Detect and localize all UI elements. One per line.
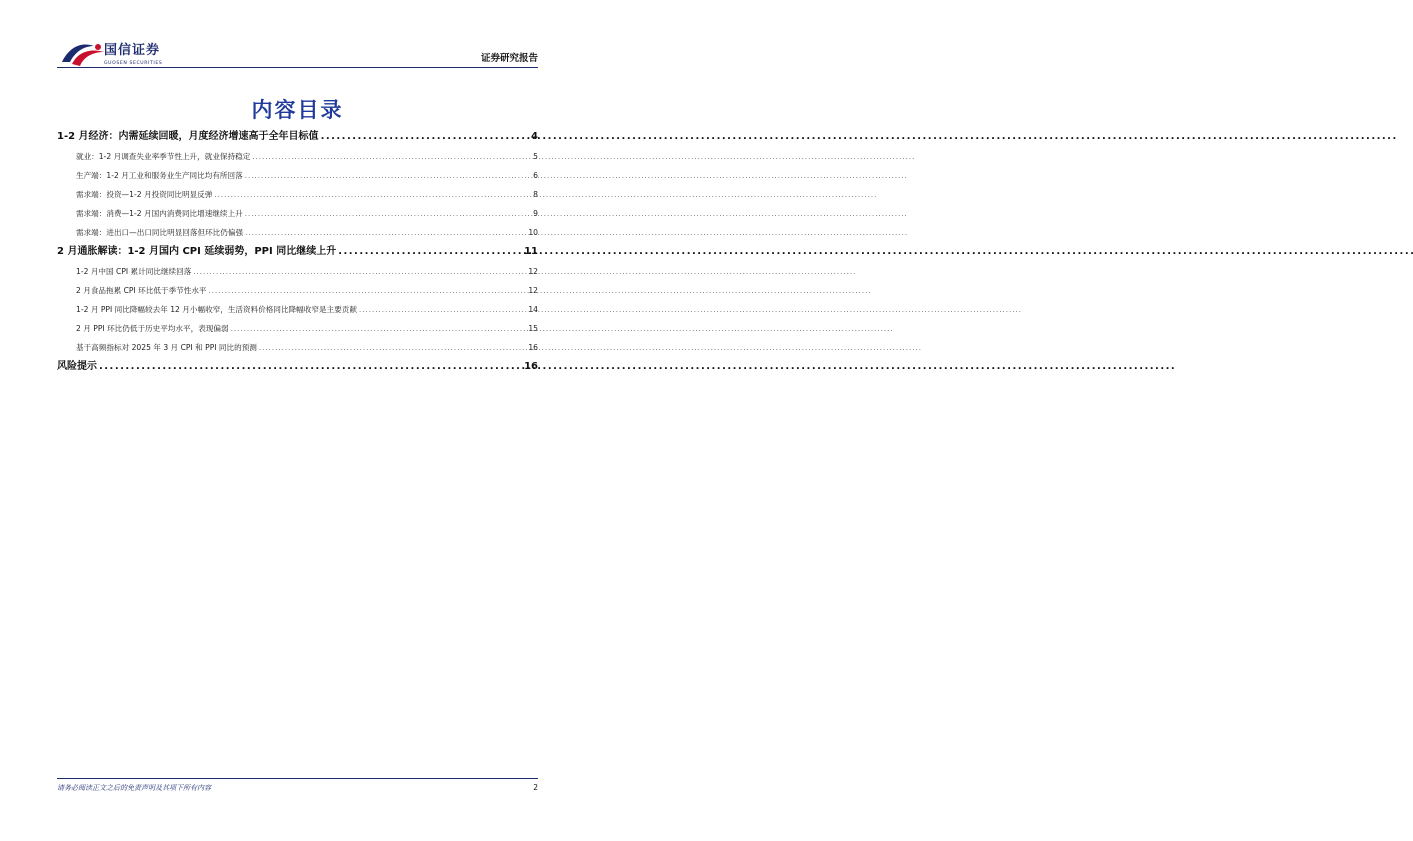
toc-leader-dots: [193, 263, 526, 282]
disclaimer-note: 请务必阅读正文之后的免责声明及其项下所有内容: [57, 784, 211, 792]
toc-leader-dots: [209, 282, 527, 301]
toc-entry-title: 2 月 PPI 环比仍低于历史平均水平，表现偏弱: [76, 324, 229, 333]
toc-entry-page: 6: [533, 171, 538, 180]
toc-entry-title: 2 月通胀解读：1-2 月国内 CPI 延续弱势，PPI 同比继续上升: [57, 246, 337, 257]
toc-section-entry[interactable]: [57, 242, 538, 262]
toc-entry-page: 8: [533, 190, 538, 199]
toc-subsection-entry[interactable]: [57, 204, 538, 223]
toc-entry-title: 需求端：消费—1-2 月国内消费同比增速继续上升: [76, 209, 243, 218]
toc-entry-title: 1-2 月中国 CPI 累计同比继续回落: [76, 267, 192, 276]
toc-leader-dots: [321, 127, 529, 147]
toc-leader-dots: [245, 224, 526, 243]
toc-subsection-entry[interactable]: [57, 338, 538, 357]
toc-entry-title: 需求端：投资—1-2 月投资同比明显反弹: [76, 190, 213, 199]
toc-subsection-entry[interactable]: [57, 281, 538, 300]
page-number: 2: [533, 783, 538, 792]
header-divider: [57, 67, 538, 68]
toc-leader-dots: [231, 320, 527, 339]
toc-section-entry[interactable]: [57, 357, 538, 377]
toc-entry-title: 基于高频指标对 2025 年 3 月 CPI 和 PPI 同比的预测: [76, 343, 257, 352]
toc-leader-dots: [338, 242, 522, 262]
toc-subsection-entry[interactable]: [57, 223, 538, 242]
toc-entry-title: 生产端：1-2 月工业和服务业生产同比均有所回落: [76, 171, 243, 180]
toc-subsection-entry[interactable]: [57, 147, 538, 166]
toc-entry-page: 16: [524, 361, 538, 372]
toc-leader-dots: [99, 357, 522, 377]
toc-subsection-entry[interactable]: [57, 185, 538, 204]
toc-entry-title: 1-2 月 PPI 同比降幅较去年 12 月小幅收窄，生活资料价格同比降幅收窄是主要贡献: [76, 305, 357, 314]
report-type-label: 证券研究报告: [480, 53, 538, 64]
toc-entry-page: 5: [533, 152, 538, 161]
table-of-contents: [57, 127, 538, 377]
toc-leader-dots: [359, 301, 526, 320]
toc-subsection-entry[interactable]: [57, 166, 538, 185]
toc-section-entry[interactable]: [57, 127, 538, 147]
toc-subsection-entry[interactable]: [57, 262, 538, 281]
toc-subsection-entry[interactable]: [57, 319, 538, 338]
toc-entry-page: 9: [533, 209, 538, 218]
toc-entry-page: 12: [528, 267, 538, 276]
toc-entry-page: 11: [524, 246, 538, 257]
toc-entry-page: 12: [528, 286, 538, 295]
footer-divider: [57, 778, 538, 779]
toc-entry-title: 2 月食品拖累 CPI 环比低于季节性水平: [76, 286, 207, 295]
toc-subsection-entry[interactable]: [57, 300, 538, 319]
brand-name: [104, 44, 162, 67]
toc-leader-dots: [214, 186, 531, 205]
toc-entry-page: 14: [528, 305, 538, 314]
toc-entry-page: 4: [531, 131, 538, 142]
toc-entry-title: 风险提示: [57, 361, 97, 372]
toc-entry-page: 16: [528, 343, 538, 352]
toc-entry-page: 10: [528, 228, 538, 237]
toc-entry-title: 1-2 月经济：内需延续回暖，月度经济增速高于全年目标值: [57, 131, 319, 142]
toc-leader-dots: [259, 339, 526, 358]
brand-name-en: GUOSEN SECURITIES: [104, 61, 163, 66]
toc-entry-title: 就业：1-2 月调查失业率季节性上升，就业保持稳定: [76, 152, 251, 161]
page-header: [0, 0, 595, 72]
toc-title: 内容目录: [251, 98, 344, 122]
toc-leader-dots: [245, 205, 531, 224]
brand-name-cn: 国信证券: [104, 43, 161, 58]
toc-leader-dots: [245, 167, 531, 186]
guosen-logo-icon: [60, 40, 108, 68]
toc-entry-page: 15: [528, 324, 538, 333]
toc-leader-dots: [252, 148, 531, 167]
toc-entry-title: 需求端：进出口—出口同比明显回落但环比仍偏强: [76, 228, 244, 237]
